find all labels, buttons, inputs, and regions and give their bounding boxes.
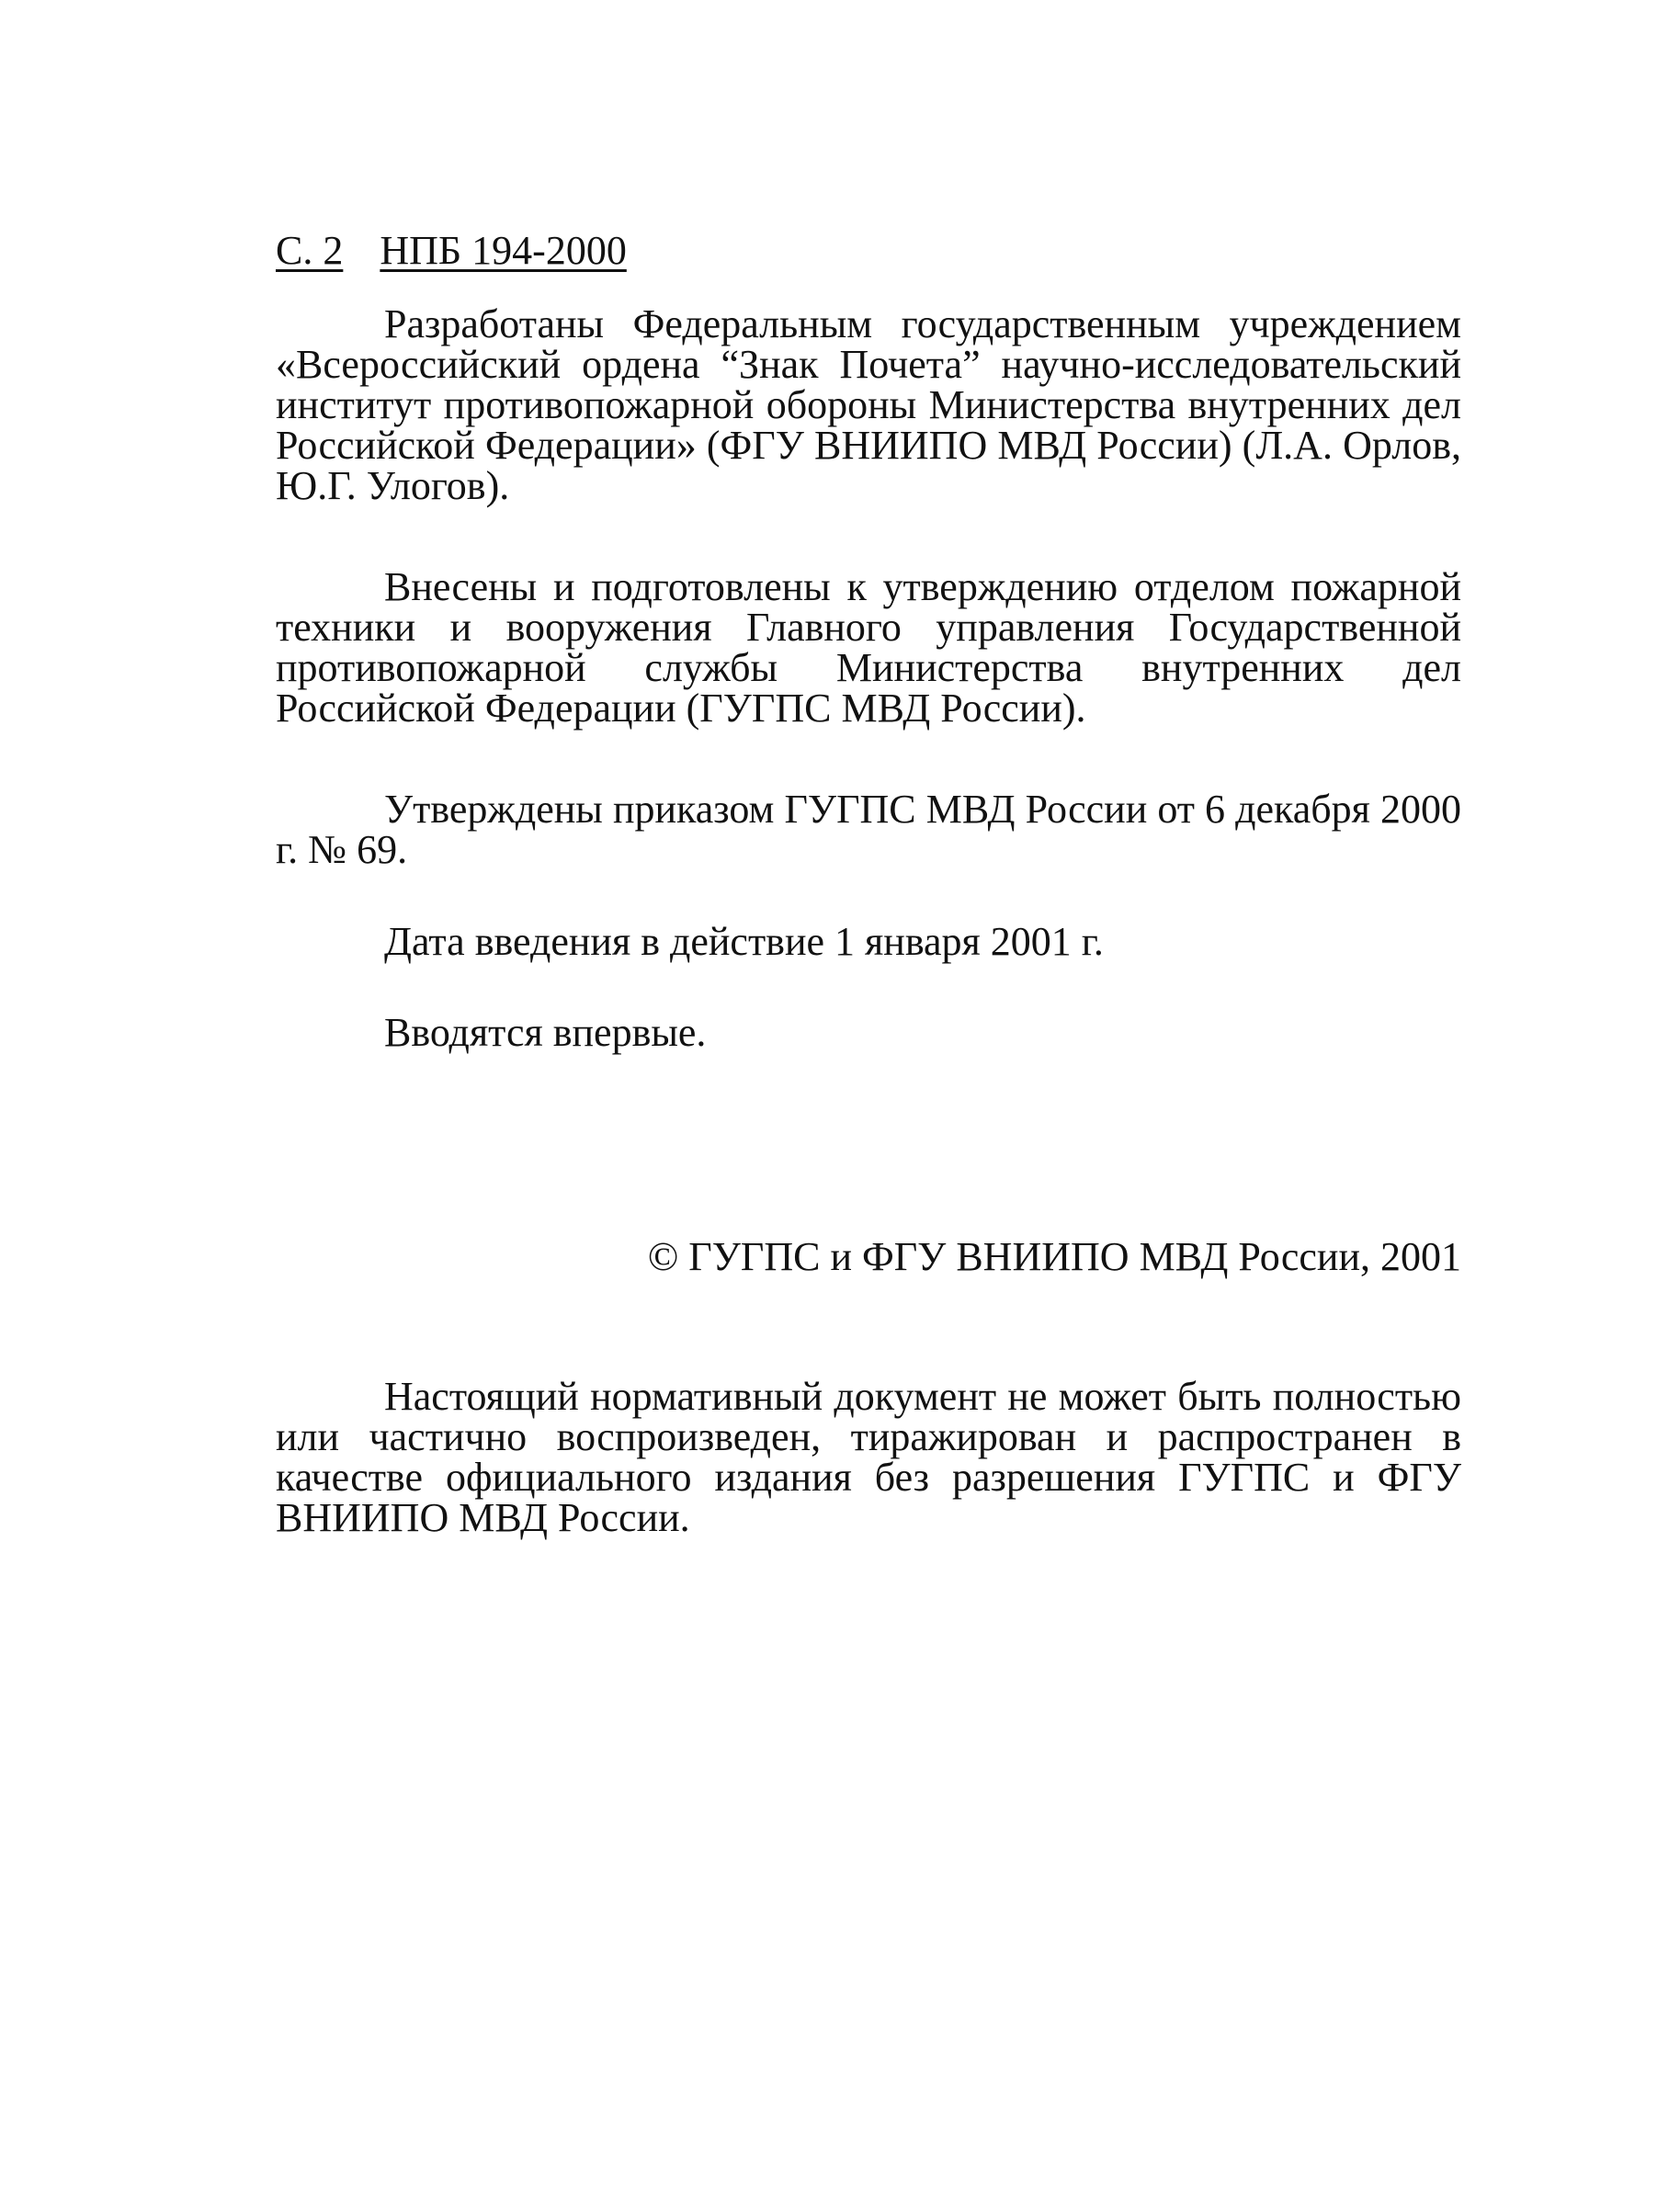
page-header	[276, 224, 627, 278]
page-number: С. 2	[276, 228, 344, 273]
document-code: НПБ 194-2000	[380, 228, 627, 273]
developed-by-paragraph: Разработаны Федеральным государственным учреждением «Всероссийский ордена “Знак Почета” научно-исследовательский институт противопожарной обороны Министерства внутренних дел Российской Федерации» (ФГУ ВНИИПО МВД России) (Л.А. Орлов, Ю.Г. Улогов).	[276, 301, 1461, 508]
approved-by-paragraph: Утверждены приказом ГУГПС МВД России от 6 декабря 2000 г. № 69.	[276, 787, 1461, 872]
reproduction-notice: Настоящий нормативный документ не может быть полностью или частично воспроизведен, тиражирован и распространен в качестве официального издания без разрешения ГУГПС и ФГУ ВНИИПО МВД России.	[276, 1374, 1461, 1540]
first-introduced-paragraph: Вводятся впервые.	[384, 1010, 707, 1055]
introduced-by-paragraph: Внесены и подготовлены к утверждению отделом пожарной техники и вооружения Главного управления Государственной противопожарной службы Министерства внутренних дел Российской Федерации (ГУГПС МВД России).	[276, 564, 1461, 731]
copyright-line: © ГУГПС и ФГУ ВНИИПО МВД России, 2001	[647, 1234, 1461, 1279]
effective-date-paragraph: Дата введения в действие 1 января 2001 г.	[384, 919, 1104, 964]
